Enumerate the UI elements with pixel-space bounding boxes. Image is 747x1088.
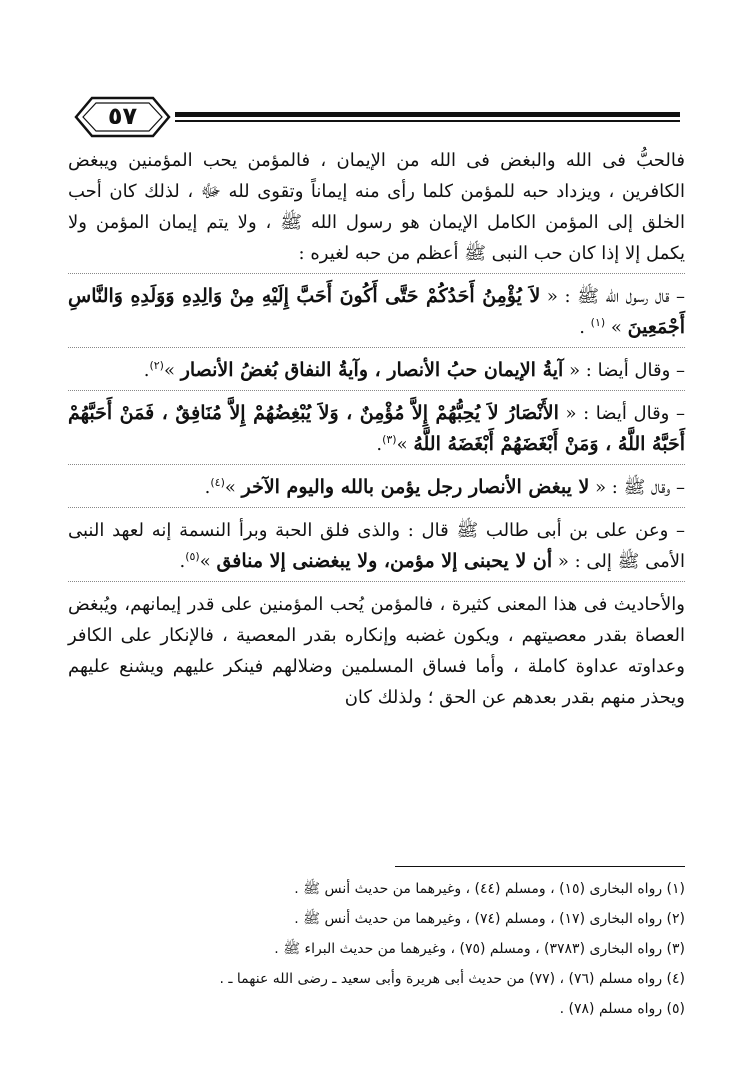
hadith-3-intro: – وقال أيضا : « (558, 403, 685, 424)
hadith-3-close: » (396, 434, 414, 455)
footnote-1: (١) رواه البخارى (١٥) ، ومسلم (٤٤) ، وغيرهما من حديث أنس ﷺ . (294, 881, 685, 897)
header-rule-thin (175, 120, 680, 122)
footnotes (120, 874, 685, 1024)
hadith-5-close: » (199, 551, 217, 572)
main-text (68, 145, 685, 713)
hadith-5: – وعن على بن أبى طالب ﷺ قال : والذى فلق الحبة وبرأ النسمة إنه لعهد النبى الأمى ﷺ إلى : « أن لا يحبنى إلا مؤمن، ولا يبغضنى إلا منافق »$^{(٥)}$. (68, 520, 685, 572)
paragraph-closing: والأحاديث فى هذا المعنى كثيرة ، فالمؤمن يُحب المؤمنين على قدر إيمانهم، ويُبغض العصاة بقدر معصيتهم ، ويكون غضبه وإنكاره بقدر المعصية ، فالإنكار على الكافر وعداوته عداوة كاملة ، وأما فساق المسلمين وضلالهم فينكر عليهم ويشنع عليهم ويحذر منهم بقدر بعدهم عن الحق ؛ ولذلك كان (68, 594, 685, 708)
hadith-3-quote: الأَنْصَارُ لاَ يُحِبُّهُمْ إِلاَّ مُؤْمِنٌ ، وَلاَ يُبْغِضُهُمْ إِلاَّ مُنَافِقٌ ، فَمَنْ أَحَبَّهُمْ أَحَبَّهُ اللَّهُ ، وَمَنْ أَبْغَضَهُمْ أَبْغَضَهُ اللَّهُ (68, 402, 685, 455)
hadith-4-close: » (224, 477, 242, 498)
hadith-1-close: » (605, 317, 628, 338)
hadith-4: – وقال ﷺ : « لا يبغض الأنصار رجل يؤمن بالله واليوم الآخر »$^{(٤)}$. (204, 476, 685, 498)
hadith-3: – وقال أيضا : « الأَنْصَارُ لاَ يُحِبُّهُمْ إِلاَّ مُؤْمِنٌ ، وَلاَ يُبْغِضُهُمْ إِلاَّ مُنَافِقٌ ، فَمَنْ أَحَبَّهُمْ أَحَبَّهُ اللَّهُ ، وَمَنْ أَبْغَضَهُمْ أَبْغَضَهُ اللَّهُ »$^{(٣)}$. (68, 402, 685, 455)
footnote-2: (٢) رواه البخارى (١٧) ، ومسلم (٧٤) ، وغيرهما من حديث أنس ﷺ . (294, 911, 685, 927)
hadith-1-intro: – قال رسول الله ﷺ : « (540, 286, 685, 307)
header-rule-thick (175, 112, 680, 117)
hadith-2-quote: آيةُ الإيمان حبُ الأنصار ، وآيةُ النفاق بُغضُ الأنصار (180, 359, 564, 381)
hadith-1-quote: لاَ يُؤْمِنُ أَحَدُكُمْ حَتَّى أَكُونَ أَحَبَّ إِلَيْهِ مِنْ وَالِدِهِ وَوَلَدِهِ وَالنَّاسِ أَجْمَعِينَ (68, 285, 685, 338)
footnote-ref-2: (٢) (149, 359, 164, 372)
hadith-2-close: » (163, 360, 181, 381)
hadith-4-intro: – وقال ﷺ : « (589, 477, 685, 498)
footnote-ref-4: (٤) (210, 476, 225, 489)
footnote-5: (٥) رواه مسلم (٧٨) . (559, 1001, 685, 1017)
hadith-2-intro: – وقال أيضا : « (563, 360, 685, 381)
dotted-separator (68, 390, 685, 392)
dotted-separator (68, 464, 685, 466)
hadith-5-intro: – وعن على بن أبى طالب ﷺ قال : والذى فلق الحبة وبرأ النسمة إنه لعهد النبى الأمى ﷺ إلى : « (68, 520, 685, 572)
dotted-separator (68, 347, 685, 349)
page-number-badge (70, 92, 175, 142)
paragraph-intro: فالحبُّ فى الله والبغض فى الله من الإيمان ، فالمؤمن يحب المؤمنين ويبغض الكافرين ، ويزداد حبه للمؤمن كلما رأى منه إيماناً وتقوى لله ﷻ ، لذلك كان أحب الخلق إلى المؤمن الكامل الإيمان هو رسول الله ﷺ ، ولا يتم إيمان المؤمن ولا يكمل إلا إذا كان حب النبى ﷺ أعظم من حبه لغيره : (68, 150, 685, 264)
footnote-4: (٤) رواه مسلم (٧٦) ، (٧٧) من حديث أبى هريرة وأبى سعيد ـ رضى الله عنهما ـ . (219, 971, 685, 987)
hadith-4-quote: لا يبغض الأنصار رجل يؤمن بالله واليوم الآخر (241, 476, 590, 498)
hadith-5-quote: أن لا يحبنى إلا مؤمن، ولا يبغضنى إلا منافق (216, 550, 553, 572)
page-number: ٥٧ (107, 102, 138, 130)
footnote-ref-3: (٣) (382, 433, 397, 446)
footnote-ref-5: (٥) (185, 550, 200, 563)
dotted-separator (68, 507, 685, 509)
footnote-ref-1: (١) (590, 316, 606, 329)
footnote-3: (٣) رواه البخارى (٣٧٨٣) ، ومسلم (٧٥) ، وغيرهما من حديث البراء ﷺ . (274, 941, 685, 957)
hadith-2: – وقال أيضا : « آيةُ الإيمان حبُ الأنصار ، وآيةُ النفاق بُغضُ الأنصار »$^{(٢)}$. (143, 359, 685, 381)
footnote-divider (395, 866, 685, 867)
dotted-separator (68, 273, 685, 275)
hadith-1: – قال رسول الله ﷺ : « لاَ يُؤْمِنُ أَحَدُكُمْ حَتَّى أَكُونَ أَحَبَّ إِلَيْهِ مِنْ وَالِدِهِ وَوَلَدِهِ وَالنَّاسِ أَجْمَعِينَ » $^{(١)}$ . (68, 285, 685, 338)
dotted-separator (68, 581, 685, 583)
page-header (70, 92, 680, 142)
